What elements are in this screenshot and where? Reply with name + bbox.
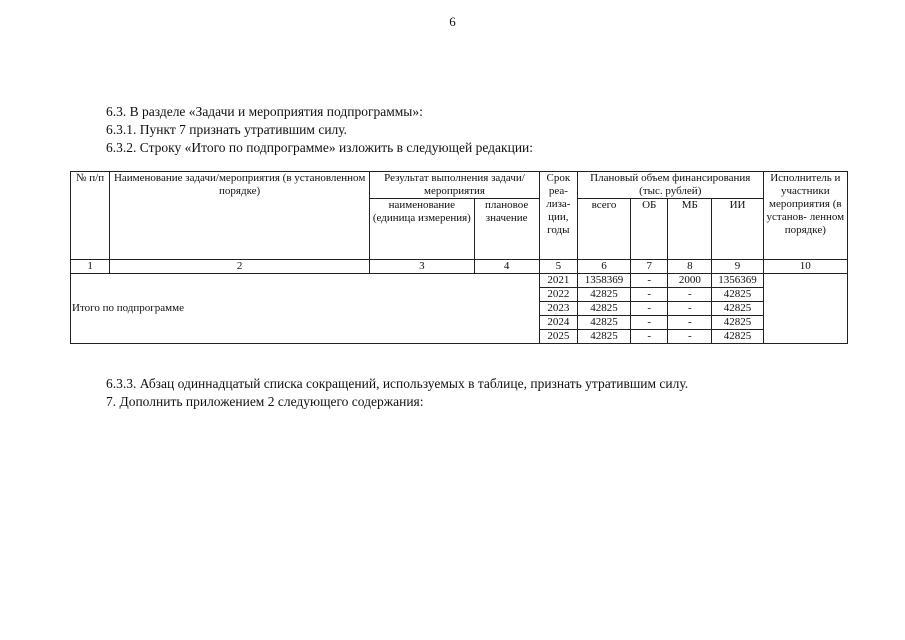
header-term: Срок реа- лиза- ции, годы <box>539 172 577 260</box>
page-number: 6 <box>449 14 456 29</box>
header-mb: МБ <box>668 199 712 260</box>
header-task: Наименование задачи/мероприятия (в установленном порядке) <box>110 172 370 260</box>
mb-cell: - <box>668 302 712 316</box>
ii-cell: 42825 <box>712 302 763 316</box>
header-result-plan: плановое значение <box>474 199 539 260</box>
paragraph-7: 7. Дополнить приложением 2 следующего содержания: <box>106 394 424 409</box>
year-cell: 2023 <box>539 302 577 316</box>
ob-cell: - <box>631 330 668 344</box>
ii-cell: 42825 <box>712 330 763 344</box>
header-total: всего <box>577 199 630 260</box>
year-cell: 2025 <box>539 330 577 344</box>
mb-cell: - <box>668 330 712 344</box>
column-number: 4 <box>474 260 539 274</box>
paragraph-6-3: 6.3. В разделе «Задачи и мероприятия подпрограммы»: <box>106 104 423 119</box>
table-row <box>71 274 848 288</box>
header-executor: Исполнитель и участники мероприятия (в установ- ленном порядке) <box>763 172 847 260</box>
column-number: 6 <box>577 260 630 274</box>
total-label: Итого по подпрограмме <box>71 274 540 344</box>
ob-cell: - <box>631 302 668 316</box>
column-number: 3 <box>370 260 474 274</box>
paragraph-6-3-3: 6.3.3. Абзац одиннадцатый списка сокращений, используемых в таблице, признать утратившим силу. <box>106 376 689 391</box>
total-cell: 1358369 <box>577 274 630 288</box>
header-num: № п/п <box>71 172 110 260</box>
ii-cell: 42825 <box>712 316 763 330</box>
total-cell: 42825 <box>577 330 630 344</box>
header-funding: Плановый объем финансирования (тыс. рублей) <box>577 172 763 199</box>
total-cell: 42825 <box>577 288 630 302</box>
total-cell: 42825 <box>577 302 630 316</box>
ii-cell: 1356369 <box>712 274 763 288</box>
mb-cell: - <box>668 316 712 330</box>
year-cell: 2024 <box>539 316 577 330</box>
header-result: Результат выполнения задачи/мероприятия <box>370 172 540 199</box>
column-number: 10 <box>763 260 847 274</box>
column-number: 8 <box>668 260 712 274</box>
header-ii: ИИ <box>712 199 763 260</box>
column-number: 7 <box>631 260 668 274</box>
ii-cell: 42825 <box>712 288 763 302</box>
paragraph-6-3-1: 6.3.1. Пункт 7 признать утратившим силу. <box>106 122 348 137</box>
column-number: 2 <box>110 260 370 274</box>
year-cell: 2021 <box>539 274 577 288</box>
mb-cell: 2000 <box>668 274 712 288</box>
ob-cell: - <box>631 316 668 330</box>
subprogram-total-table <box>70 171 848 344</box>
paragraph-6-3-2: 6.3.2. Строку «Итого по подпрограмме» изложить в следующей редакции: <box>106 140 534 155</box>
ob-cell: - <box>631 288 668 302</box>
mb-cell: - <box>668 288 712 302</box>
ob-cell: - <box>631 274 668 288</box>
total-cell: 42825 <box>577 316 630 330</box>
column-number: 9 <box>712 260 763 274</box>
year-cell: 2022 <box>539 288 577 302</box>
header-ob: ОБ <box>631 199 668 260</box>
column-number: 1 <box>71 260 110 274</box>
executor-cell <box>763 274 847 344</box>
header-result-name: наименование (единица измерения) <box>370 199 474 260</box>
column-number: 5 <box>539 260 577 274</box>
